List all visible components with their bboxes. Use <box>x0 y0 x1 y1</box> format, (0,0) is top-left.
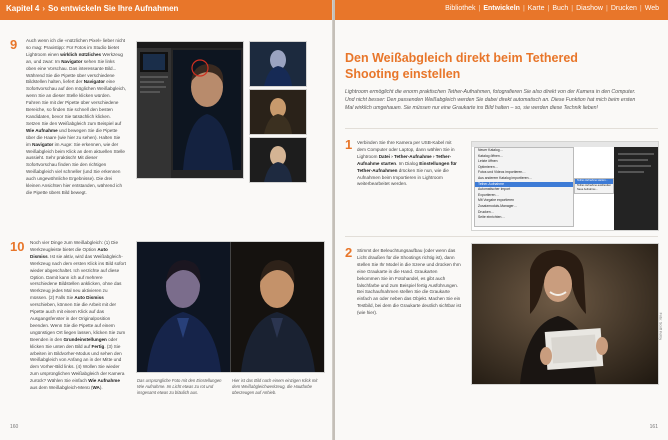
right-page-number: 161 <box>649 424 658 430</box>
panel-line-3 <box>618 165 651 167</box>
file-menu-screenshot <box>472 142 658 230</box>
panel-line-1 <box>618 153 654 155</box>
module-nav <box>442 5 662 12</box>
menu-item[interactable]: Seite einrichten… <box>478 215 505 220</box>
gray-card-graphic <box>472 244 658 384</box>
menu-item[interactable]: Optimieren… <box>478 164 498 169</box>
step-9-number: 9 <box>10 37 18 52</box>
chapter-label <box>6 4 178 13</box>
nav-divider: | <box>605 5 608 12</box>
nav-item-diashow[interactable]: Diashow <box>576 5 603 12</box>
left-header-bar <box>0 0 333 20</box>
submenu-item[interactable]: Tether-Aufnahme ausblenden <box>577 183 612 187</box>
file-menu <box>474 147 574 227</box>
left-page <box>0 0 333 440</box>
submenu-item[interactable]: Tether-Aufnahme starten… <box>575 179 613 184</box>
step-2-text: Stimmt der Beleuchtungsaufbau (oder wenn das Licht draußen für die Shootings richtig ist), dann stellen Sie Ihr Model in die Szene und drücken Ihm eine Graukarte in die Hand. Graukarten bekommen Sie im Fotohandel, es gibt auch falschfarbe und zum Beispiel fertig Ausführungen. Bei Sachaufnahmen stellen Sie die Graukarte einfach an oder neben das Objekt. Machen Sie ein Testbild, bei dem die Graukarte deutlich sichtbar ist (wie hier). <box>357 248 461 316</box>
nav-divider: | <box>522 5 525 12</box>
before-after-graphic <box>137 242 324 372</box>
panel-line-2 <box>618 159 648 161</box>
nav-divider: | <box>478 5 481 12</box>
chapter-separator: › <box>42 4 46 13</box>
step-9-text: Auch wenn ich die «nützlichen Pixel» lieber nicht so mag: Praxistipp: Für Fotos im Studio bietet Lightroom einen wirklich nützliches Werkzeug an, und zwar: Im Navigator sehen Sie links oben eine Vorschau. Das interessante Bild... Während Sie die Pipette über verschiedene Bildstellen halten, liefert der Navigator eine Sofortvorschau auf den möglichen Weißabgleich, wenn Sie an dieser Stelle klicken würden. Fahren Sie mit der Pipette über verschiedene Bereiche, so finden Sie schnell den besten Kandidaten, bevor Sie tatsächlich klicken. Setzen Sie den Weißabgleich zum Beispiel auf Wie Aufnahme und bewegen Sie die Pipette über die Haare (wie hier zu sehen). Halten Sie im Navigator im Auge: Sie erkennen, wie der Weißabgleich beim Klick an dem aktuellen Stelle aussieht. Sehr praktisch! Mit dieser Sofortvorschau finden Sie den richtigen Weißabgleich viel schneller (und Sie erkennen auch ungewöhnliche Ergebnisse). Die drei kleinen Ansichten hier entstanden, während ich die Pipette übers Bild bewegt. <box>26 38 127 195</box>
navigator-screenshot-graphic <box>137 42 243 178</box>
step-1-text: Verbinden Sie Ihre Kamera per USB-Kabel mit dem Computer oder Laptop, dann wählen Sie in Lightroom Datei › Tether-Aufnahme › Tether-Aufnahme starten. Im Dialog Einstellungen für Tether-Aufnahmen drücken Sie nun, wie die Aufnahmen beim Importieren in Lightroom weiterbearbeitet werden. <box>357 140 457 187</box>
menu-item[interactable]: Tether-Aufnahme <box>475 182 573 188</box>
left-page-number: 160 <box>10 424 19 430</box>
right-header-bar <box>335 0 668 20</box>
gray-card-photo <box>472 244 658 384</box>
preview-thumb-2 <box>250 90 306 134</box>
menu-item[interactable]: Mit Vorgabe exportieren <box>478 198 514 203</box>
file-menu-list <box>475 148 573 221</box>
step-divider <box>345 236 658 237</box>
preview-thumb-3 <box>250 138 306 182</box>
menu-item[interactable]: Letzte öffnen <box>478 159 498 164</box>
nav-item-buch[interactable]: Buch <box>552 5 569 12</box>
preview-thumb-1 <box>250 42 306 86</box>
before-after-photo <box>137 242 324 372</box>
menu-item[interactable]: Katalog öffnen… <box>478 153 504 158</box>
right-page <box>335 0 668 440</box>
tether-submenu-list <box>575 179 613 193</box>
tether-submenu <box>574 178 614 194</box>
chapter-number: Kapitel 4 <box>6 4 40 13</box>
nav-item-bibliothek[interactable]: Bibliothek <box>445 5 476 12</box>
nav-item-entwickeln[interactable]: Entwickeln <box>483 5 520 12</box>
panel-line-4 <box>618 171 644 173</box>
chapter-title: So entwickeln Sie Ihre Aufnahmen <box>48 4 179 13</box>
nav-item-web[interactable]: Web <box>644 5 659 12</box>
nav-item-drucken[interactable]: Drucken <box>610 5 637 12</box>
menu-item[interactable]: Zusatzmoduls-Manager… <box>478 203 518 208</box>
nav-item-karte[interactable]: Karte <box>527 5 545 12</box>
menu-item[interactable]: Neuer Katalog… <box>478 148 504 152</box>
section-lede: Lightroom ermöglicht die enorm praktischen Tether-Aufnahmen, fotografieren Sie also direkt von der Kamera in den Computer. Und nicht besser: Den passenden Weißabgleich werden Sie dabei direkt automatisch an. Diese Funktion hat mich beim ersten Mal wirklich umgehauen. Sie müssen nur eine Graukarte ins Bild halten – so, sie werden diese Technik lieben! <box>345 89 636 111</box>
submenu-item[interactable]: Neue Aufnahme… <box>577 188 599 192</box>
nav-divider: | <box>639 5 642 12</box>
nav-divider: | <box>547 5 550 12</box>
step-10-number: 10 <box>10 239 25 254</box>
lightroom-navigator-screenshot <box>137 42 243 178</box>
menu-item[interactable]: Exportieren… <box>478 192 499 197</box>
before-caption: Das ursprüngliche Foto mit den Einstellungen Wie Aufnahme. Im Licht etwas zu rot und insgesamt etwas zu bläulich aus. <box>137 378 222 395</box>
step-2-number: 2 <box>345 245 353 260</box>
menu-item[interactable]: Fotos und Videos importieren… <box>478 170 526 175</box>
menu-item[interactable]: Aus anderem Katalog importieren… <box>478 175 532 180</box>
photo-credit: Foto: Scott Kelby <box>658 312 662 340</box>
menu-item[interactable]: Drucken… <box>478 209 495 214</box>
after-caption: Hier ist das Bild nach einem einzigen Klick mit dem Weißabgleichwerkzeug, die Hautfarbe überzeugen auf Anhieb. <box>232 378 318 395</box>
lede-divider <box>345 128 658 129</box>
nav-divider: | <box>571 5 574 12</box>
step-1-number: 1 <box>345 137 353 152</box>
lightroom-panel <box>614 147 658 230</box>
section-title: Den Weißabgleich direkt beim Tethered Shooting einstellen <box>345 51 578 81</box>
menu-item[interactable]: Automatischer Import <box>478 187 511 192</box>
step-10-text: Noch vier Dinge zum Weißabgleich: (1) Die Werkzeugleiste bietet die Option Auto Dismiss. Ist sie aktiv, wird das Weißabgleich-Werkzeug nach dem ersten Klick ins Bild sofort wieder abgeschaltet. Ich verzichte auf diese Option. Damit kann ich auf mehrere verschiedene Bildstellen anklicken, ohne das Werkzeug jedes Mal neu aktivieren zu müssen. (2) Falls Sie Auto Dismiss verschieben, können Sie die Arbeit mit der Pipette auch mit einem Klick auf das Ausgangsfenster in der Originalposition beenden. Wenn Sie die Pipette auf einem ungünstigen Ort liegen lassen, klicken Sie zum Beenden in den Grundeinstellungen oder klicken Sie unten den Bild auf Fertig. (3) Sie arbeiten im Bildvorher-Modus und sehen den Weißabgleich von Anfang an in der Mitte und dem Vorher-Bild links. (4) Wollen Sie wieder zum ursprünglichen Weißabgleich der Kamera zurück? Wählen Sie einfach Wie Aufnahme aus dem Weißabgleich-Menü (WA). <box>30 240 126 391</box>
